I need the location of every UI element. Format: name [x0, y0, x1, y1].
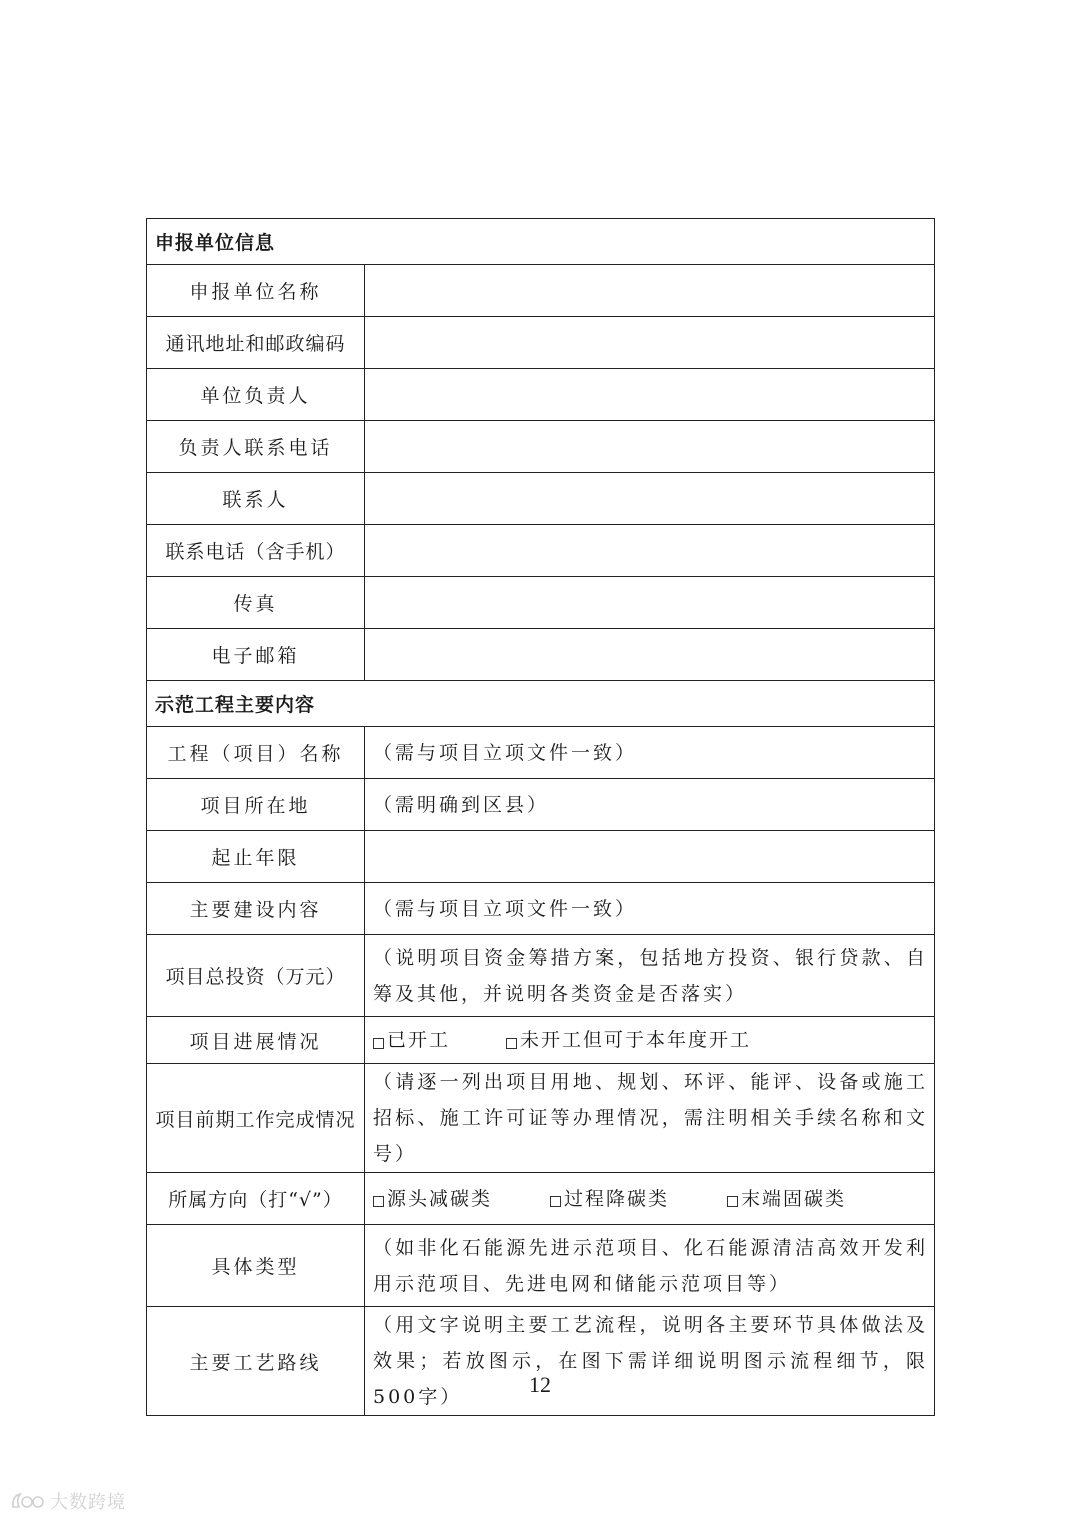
checkbox-square-icon[interactable] [373, 1038, 384, 1049]
field-label-project-location: 项目所在地 [147, 779, 365, 831]
direction-options [373, 1181, 928, 1217]
field-value-project-progress [365, 1017, 935, 1064]
field-value-email[interactable] [365, 629, 935, 681]
field-label-fax: 传真 [147, 577, 365, 629]
field-value-preliminary-work[interactable]: （请逐一列出项目用地、规划、环评、能评、设备或施工招标、施工许可证等办理情况，需注明相关手续名称和文号） [365, 1064, 935, 1173]
field-label-main-construction: 主要建设内容 [147, 883, 365, 935]
section-header-row [147, 219, 935, 265]
field-label-email: 电子邮箱 [147, 629, 365, 681]
table-row [147, 831, 935, 883]
table-row [147, 525, 935, 577]
field-value-duration[interactable] [365, 831, 935, 883]
field-label-specific-type: 具体类型 [147, 1225, 365, 1307]
page-number: 12 [529, 1372, 551, 1397]
section-header-row [147, 681, 935, 727]
field-value-direction [365, 1173, 935, 1225]
section-title-applicant-info: 申报单位信息 [147, 219, 935, 265]
section-title-project-content: 示范工程主要内容 [147, 681, 935, 727]
watermark [10, 1488, 126, 1514]
table-row [147, 1173, 935, 1225]
field-label-head-phone: 负责人联系电话 [147, 421, 365, 473]
checkbox-label: 未开工但可于本年度开工 [520, 1029, 752, 1051]
field-value-total-investment[interactable]: （说明项目资金筹措方案，包括地方投资、银行贷款、自筹及其他，并说明各类资金是否落实） [365, 935, 935, 1017]
field-label-total-investment: 项目总投资（万元） [147, 935, 365, 1017]
checkbox-label: 已开工 [387, 1029, 451, 1051]
field-value-contact-phone[interactable] [365, 525, 935, 577]
field-label-address-postcode: 通讯地址和邮政编码 [147, 317, 365, 369]
table-row [147, 1064, 935, 1173]
checkbox-label: 过程降碳类 [564, 1187, 670, 1210]
field-value-project-location[interactable]: （需明确到区县） [365, 779, 935, 831]
checkbox-end-sequestration[interactable] [727, 1181, 846, 1217]
field-value-main-construction[interactable]: （需与项目立项文件一致） [365, 883, 935, 935]
table-row [147, 1307, 935, 1416]
field-label-duration: 起止年限 [147, 831, 365, 883]
field-label-preliminary-work: 项目前期工作完成情况 [147, 1064, 365, 1173]
field-value-address-postcode[interactable] [365, 317, 935, 369]
application-form-table [146, 218, 935, 1416]
field-value-contact-person[interactable] [365, 473, 935, 525]
field-value-unit-name[interactable] [365, 265, 935, 317]
field-label-project-name: 工程（项目）名称 [147, 727, 365, 779]
table-row [147, 369, 935, 421]
field-value-fax[interactable] [365, 577, 935, 629]
checkbox-label: 源头减碳类 [387, 1187, 493, 1210]
checkbox-square-icon[interactable] [373, 1196, 384, 1207]
watermark-logo-icon [10, 1490, 46, 1512]
table-row [147, 577, 935, 629]
field-label-unit-name: 申报单位名称 [147, 265, 365, 317]
table-row [147, 727, 935, 779]
table-row [147, 265, 935, 317]
field-label-contact-phone: 联系电话（含手机） [147, 525, 365, 577]
field-value-process-route[interactable]: （用文字说明主要工艺流程，说明各主要环节具体做法及效果；若放图示，在图下需详细说明图示流程细节，限500字） [365, 1307, 935, 1416]
checkbox-square-icon[interactable] [550, 1196, 561, 1207]
checkbox-square-icon[interactable] [727, 1196, 738, 1207]
table-row [147, 1225, 935, 1307]
checkbox-square-icon[interactable] [506, 1038, 517, 1049]
field-label-direction: 所属方向（打“√”） [147, 1173, 365, 1225]
field-value-project-name[interactable]: （需与项目立项文件一致） [365, 727, 935, 779]
field-value-specific-type[interactable]: （如非化石能源先进示范项目、化石能源清洁高效开发利用示范项目、先进电网和储能示范项目等） [365, 1225, 935, 1307]
field-label-unit-head: 单位负责人 [147, 369, 365, 421]
table-row [147, 883, 935, 935]
field-label-process-route: 主要工艺路线 [147, 1307, 365, 1416]
checkbox-process-reduction[interactable] [550, 1181, 727, 1217]
checkbox-not-started[interactable] [506, 1022, 751, 1058]
progress-options [373, 1022, 928, 1058]
watermark-text: 大数跨境 [50, 1492, 126, 1513]
checkbox-source-reduction[interactable] [373, 1181, 550, 1217]
table-row [147, 935, 935, 1017]
table-row [147, 473, 935, 525]
field-label-project-progress: 项目进展情况 [147, 1017, 365, 1064]
field-value-unit-head[interactable] [365, 369, 935, 421]
table-row [147, 1017, 935, 1064]
checkbox-started[interactable] [373, 1022, 506, 1058]
field-value-head-phone[interactable] [365, 421, 935, 473]
field-label-contact-person: 联系人 [147, 473, 365, 525]
checkbox-label: 末端固碳类 [741, 1187, 847, 1210]
table-row [147, 421, 935, 473]
table-row [147, 317, 935, 369]
table-row [147, 629, 935, 681]
table-row [147, 779, 935, 831]
